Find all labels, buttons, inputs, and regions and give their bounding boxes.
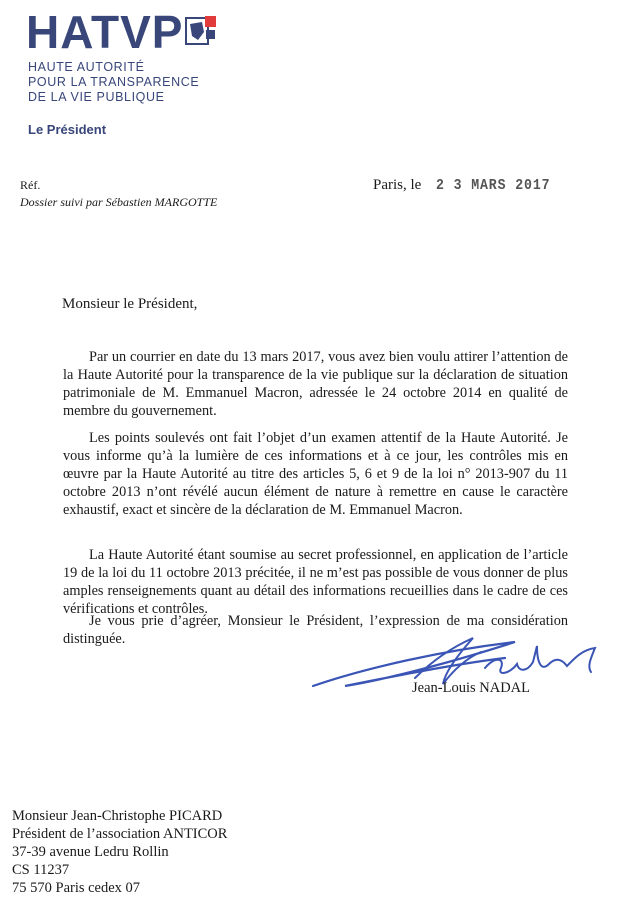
paragraph-2: Les points soulevés ont fait l’objet d’un examen attentif de la Haute Autorité. Je vous informe qu’à la lumière de ces informations et à ce jour, les contrôles mis en œuvre par la Haute Autorité au titre des articles 5, 6 et 9 de la loi n° 2013-907 du 11 octobre 2013 n’ont révélé aucun élément de nature à remettre en cause le caractère exhaustif, exact et sincère de la déclaration de M. Emmanuel Macron. (63, 430, 568, 518)
signatory-title: Le Président (28, 122, 107, 137)
org-name-line-1: HAUTE AUTORITÉ (28, 60, 145, 74)
closing-paragraph: Je vous prie d’agréer, Monsieur le Président, l’expression de ma considération distinguée. (63, 613, 568, 647)
recipient-line-4: CS 11237 (12, 862, 70, 878)
date-stamp: 2 3 MARS 2017 (436, 177, 551, 194)
logo-emblem-icon (184, 14, 218, 48)
paragraph-1: Par un courrier en date du 13 mars 2017, vous avez bien voulu attirer l’attention de la Haute Autorité pour la transparence de la vie publique sur la déclaration de situation patrimoniale de M. Emmanuel Macron, adressée le 24 octobre 2014 en qualité de membre du gouvernement. (63, 349, 568, 419)
recipient-line-3: 37-39 avenue Ledru Rollin (12, 844, 169, 860)
reference-label: Réf. (20, 178, 41, 192)
recipient-line-2: Président de l’association ANTICOR (12, 826, 228, 842)
recipient-line-5: 75 570 Paris cedex 07 (12, 880, 141, 896)
paragraph-3: La Haute Autorité étant soumise au secret professionnel, en application de l’article 19 de la loi du 11 octobre 2013 précitée, il ne m’est pas possible de vous donner de plus amples renseignements quant au détail des informations recueillies dans le cadre de ces vérifications et contrôles. (63, 547, 568, 617)
logo-wordmark: HATVP (26, 6, 184, 58)
hatvp-logo (26, 8, 226, 68)
salutation: Monsieur le Président, (62, 296, 198, 312)
signer-name: Jean-Louis NADAL (412, 680, 530, 696)
org-name-line-3: DE LA VIE PUBLIQUE (28, 90, 165, 104)
dossier-line: Dossier suivi par Sébastien MARGOTTE (20, 195, 218, 209)
date-place: Paris, le (373, 177, 422, 193)
recipient-line-1: Monsieur Jean-Christophe PICARD (12, 808, 223, 824)
org-name-line-2: POUR LA TRANSPARENCE (28, 75, 200, 89)
